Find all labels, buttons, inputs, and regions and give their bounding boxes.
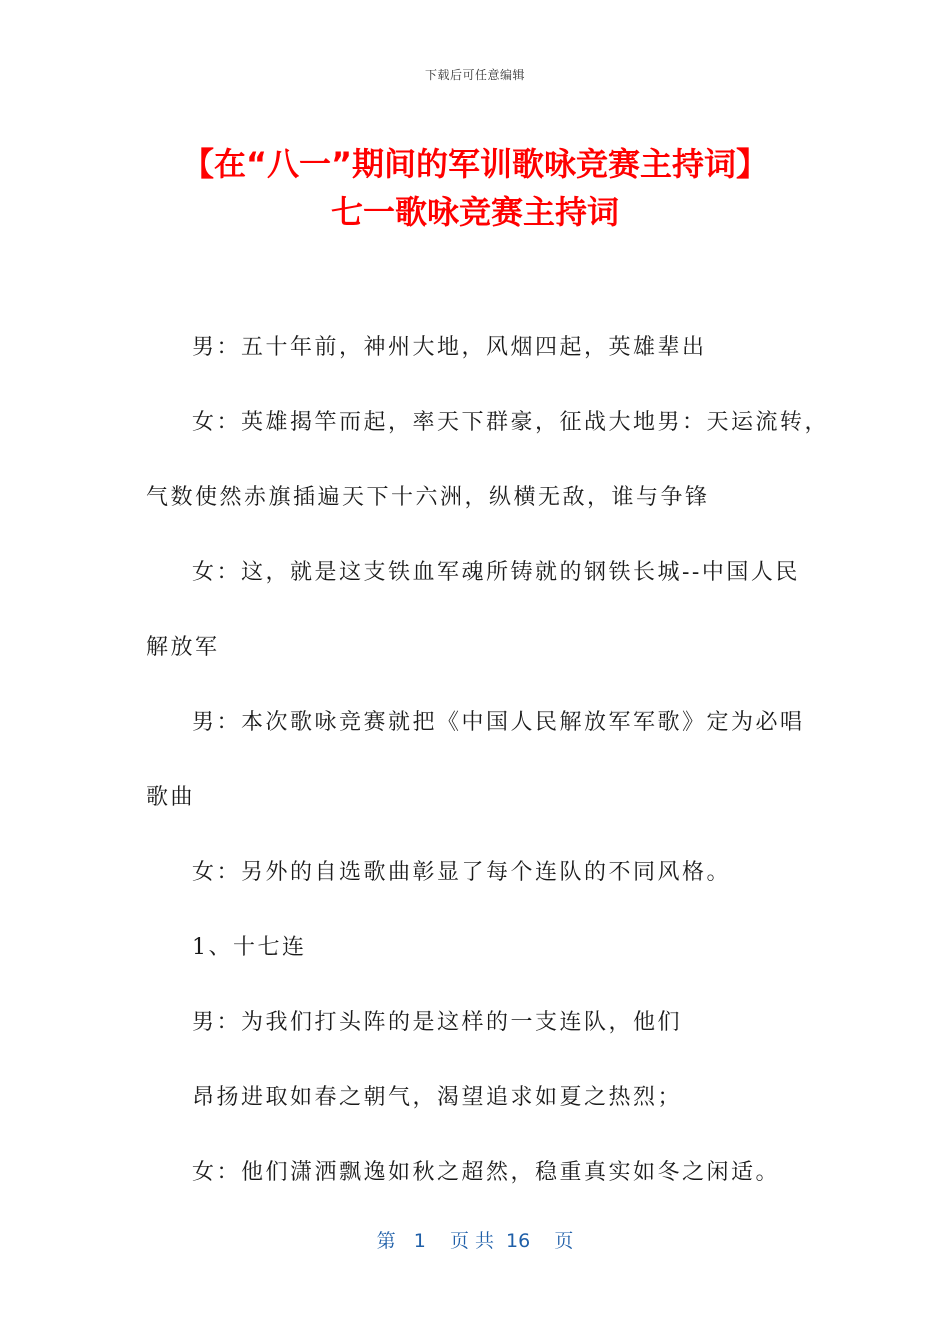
paragraph-line: 女：这，就是这支铁血军魂所铸就的钢铁长城--中国人民	[192, 560, 800, 585]
paragraph-line: 男：本次歌咏竞赛就把《中国人民解放军军歌》定为必唱	[192, 710, 805, 735]
paragraph-line: 男：五十年前，神州大地，风烟四起，英雄辈出	[192, 335, 707, 360]
page-footer: 第 1 页 共 16 页	[376, 1230, 574, 1252]
paragraph-line: 女：他们潇洒飘逸如秋之超然，稳重真实如冬之闲适。	[192, 1160, 781, 1185]
paragraph-line: 男：为我们打头阵的是这样的一支连队，他们	[192, 1010, 683, 1035]
paragraph-line: 歌曲	[146, 785, 196, 810]
paragraph-line: 昂扬进取如春之朝气，渴望追求如夏之热烈；	[192, 1085, 683, 1110]
header-note: 下载后可任意编辑	[424, 68, 525, 82]
paragraph-line: 女：另外的自选歌曲彰显了每个连队的不同风格。	[192, 860, 732, 885]
paragraph-line: 女：英雄揭竿而起，率天下群豪，征战大地男：天运流转，	[192, 410, 830, 435]
document-title	[0, 140, 950, 236]
paragraph-line: 解放军	[146, 635, 220, 660]
paragraph-line: 气数使然赤旗插遍天下十六洲，纵横无敌，谁与争锋	[146, 485, 710, 510]
title-line-1: 【在“八一”期间的军训歌咏竞赛主持词】	[181, 145, 769, 183]
paragraph-line: 1、十七连	[192, 935, 307, 960]
title-line-2: 七一歌咏竞赛主持词	[330, 193, 619, 231]
